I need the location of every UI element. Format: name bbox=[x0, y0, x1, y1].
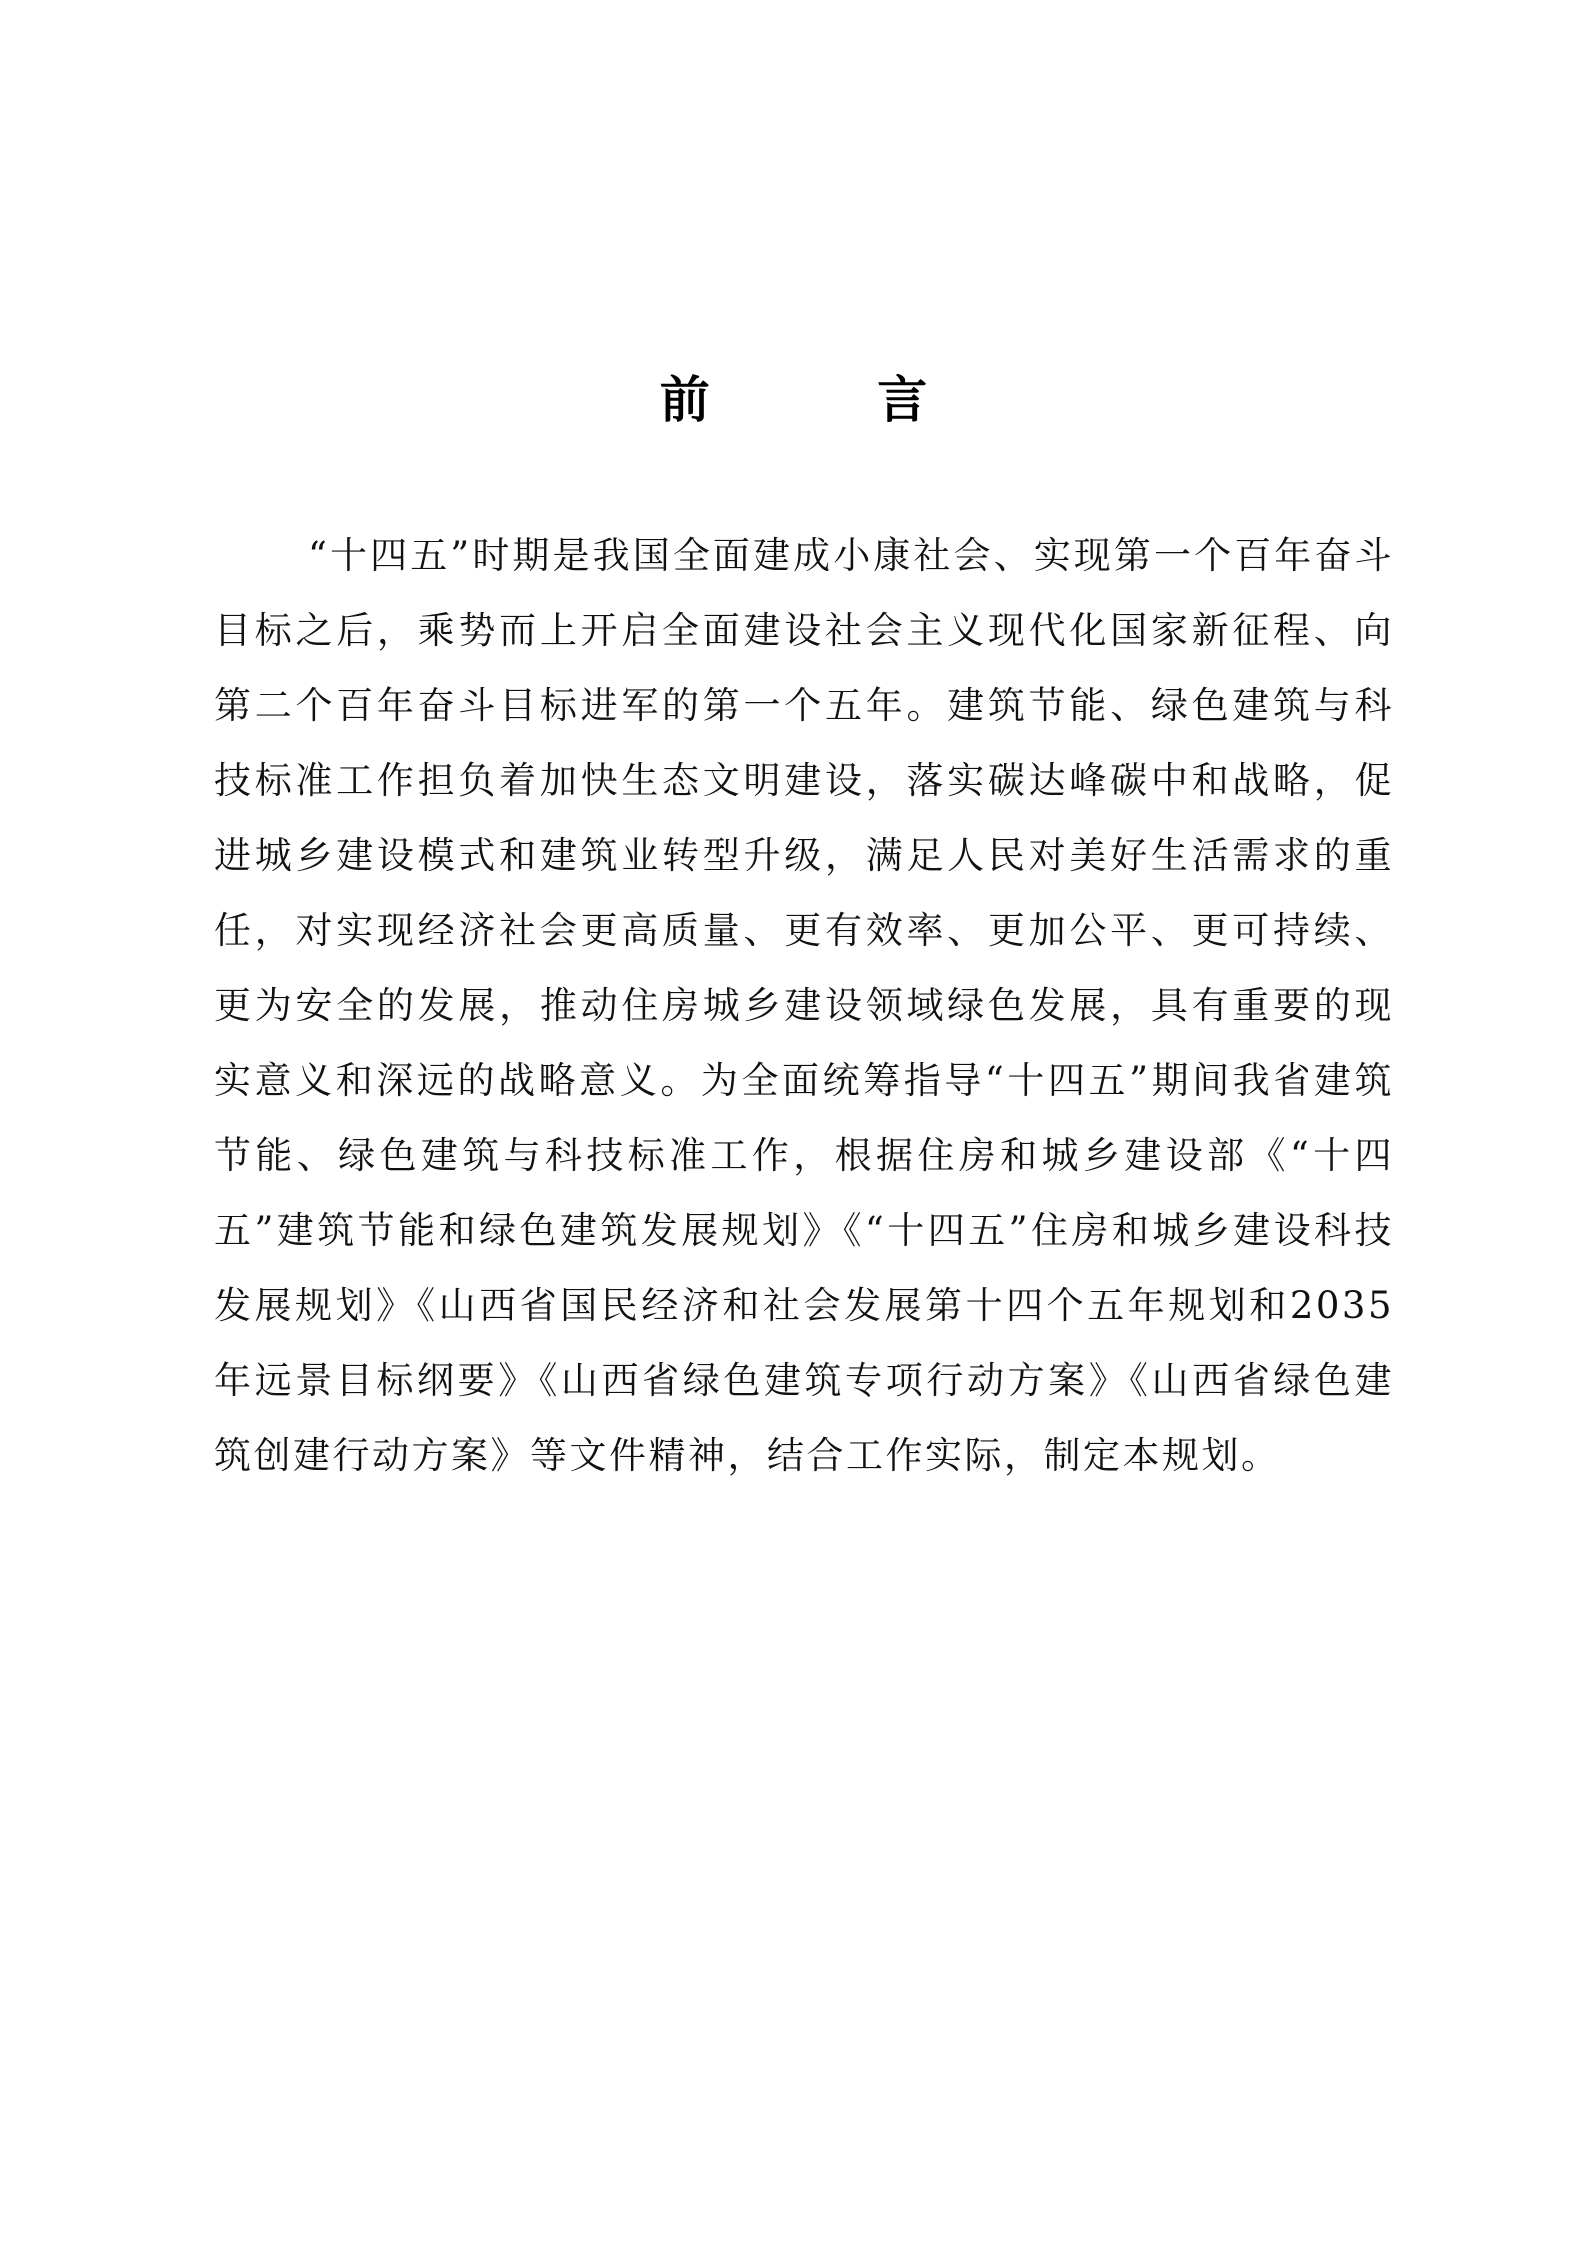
page-title: 前 言 bbox=[659, 370, 1003, 429]
preface-paragraph: “十四五”时期是我国全面建成小康社会、实现第一个百年奋斗目标之后，乘势而上开启全面建设社会主义现代化国家新征程、向第二个百年奋斗目标进军的第一个五年。建筑节能、绿色建筑与科技标准工作担负着加快生态文明建设，落实碳达峰碳中和战略，促进城乡建设模式和建筑业转型升级，满足人民对美好生活需求的重任，对实现经济社会更高质量、更有效率、更加公平、更可持续、更为安全的发展，推动住房城乡建设领域绿色发展，具有重要的现实意义和深远的战略意义。为全面统筹指导“十四五”期间我省建筑节能、绿色建筑与科技标准工作，根据住房和城乡建设部《“十四五”建筑节能和绿色建筑发展规划》《“十四五”住房和城乡建设科技发展规划》《山西省国民经济和社会发展第十四个五年规划和2035年远景目标纲要》《山西省绿色建筑专项行动方案》《山西省绿色建筑创建行动方案》等文件精神，结合工作实际，制定本规划。 bbox=[214, 534, 1394, 1477]
